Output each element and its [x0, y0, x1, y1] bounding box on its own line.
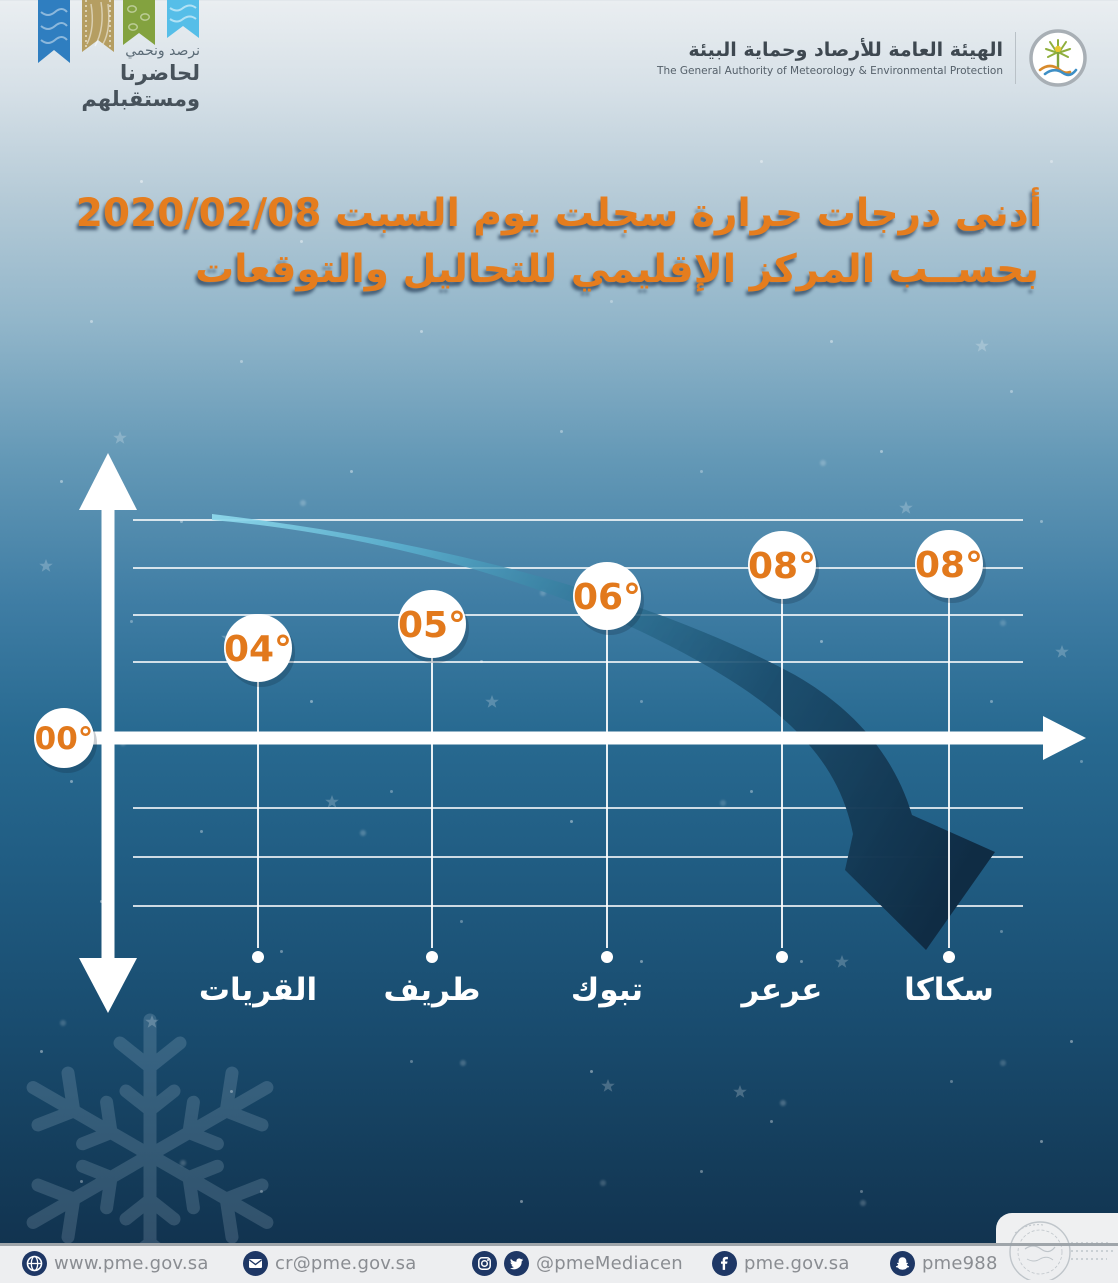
city-label-arar: عرعر [741, 972, 823, 1008]
authority-name-arabic: الهيئة العامة للأرصاد وحماية البيئة [688, 39, 1003, 61]
facebook-icon [712, 1251, 737, 1276]
footer-contact-bar [0, 1243, 1118, 1283]
snowflake-icon [18, 1020, 282, 1280]
authority-name-english: The General Authority of Meteorology & Environmental Protection [657, 65, 1003, 77]
title-line-2: بحســب المركز الإقليمي للتحاليل والتوقعات [194, 247, 1040, 292]
brand-tagline-bottom: لحاضرنا ومستقبلهم [81, 61, 200, 111]
official-stamp-seal [985, 1205, 1118, 1280]
snapchat-icon [890, 1251, 915, 1276]
email-icon [243, 1251, 268, 1276]
twitter-icon [504, 1251, 529, 1276]
city-label-sakaka: سكاكا [904, 972, 994, 1008]
city-dots [252, 951, 955, 963]
city-label-tabuk: تبوك [570, 972, 644, 1008]
footer-item-facebook [712, 1251, 850, 1276]
city-label-turaif: طريف [383, 972, 481, 1008]
footer-item-email [243, 1251, 416, 1276]
x-axis [58, 716, 1086, 760]
title-line-1: أدنى درجات حرارة سجلت يوم السبت 2020/02/08 [75, 191, 1043, 236]
origin-value-label: 00° [34, 721, 94, 757]
footer-item-website [22, 1251, 209, 1276]
footer-facebook-label: pme.gov.sa [744, 1253, 850, 1274]
city-label-qurayyat: القريات [198, 972, 318, 1008]
value-label-turaif: 05° [397, 605, 467, 646]
footer-item-social-media [472, 1251, 683, 1276]
footer-email-label: cr@pme.gov.sa [275, 1253, 417, 1274]
footer-website-label: www.pme.gov.sa [54, 1253, 209, 1274]
footer-social-handle-label: @pmeMediacen [536, 1253, 683, 1274]
value-label-arar: 08° [747, 546, 817, 587]
footer-item-snapchat [890, 1251, 998, 1276]
value-label-sakaka: 08° [914, 545, 984, 586]
instagram-icon [472, 1251, 497, 1276]
globe-icon [22, 1251, 47, 1276]
value-label-qurayyat: 04° [223, 629, 293, 670]
value-label-tabuk: 06° [572, 577, 642, 618]
footer-snapchat-label: pme988 [922, 1253, 998, 1274]
brand-tagline-top: نرصد ونحمي [125, 43, 200, 59]
